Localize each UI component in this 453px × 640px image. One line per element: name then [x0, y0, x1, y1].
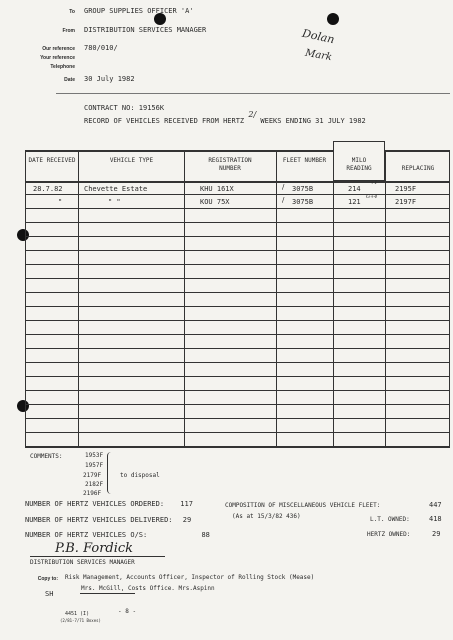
page-mark: - 8 - — [118, 608, 137, 615]
our-reference-label: Our reference — [42, 46, 75, 52]
row-line — [25, 348, 450, 349]
row1-check-mark: / — [282, 183, 285, 191]
form-code: 4451 (I) — [65, 611, 90, 617]
row2-registration: KOU 75X — [200, 198, 230, 206]
signature-underline — [30, 556, 165, 557]
row1-milo-note: +1 — [370, 180, 378, 186]
row2-check-mark: / — [282, 196, 285, 204]
to-value: GROUP SUPPLIES OFFICER 'A' — [84, 7, 194, 15]
record-line-text: RECORD OF VEHICLES RECEIVED FROM HERTZ — [84, 117, 245, 125]
comment-item: 2182F — [85, 481, 104, 488]
row-line — [25, 418, 450, 419]
handwritten-note-line1: Dolan — [301, 26, 336, 47]
record-line-insert: 2/ — [248, 110, 257, 119]
comments-label: COMMENTS: — [30, 453, 63, 460]
row2-replacing: 2197F — [395, 198, 417, 206]
outstanding-value: 88 — [201, 531, 210, 539]
comment-item: 1957F — [85, 462, 104, 469]
row2-date: " — [58, 198, 63, 206]
row2-fleet: 3075B — [292, 198, 314, 206]
our-reference-value: 780/010/ — [84, 44, 118, 52]
header-bottom-border — [25, 181, 450, 183]
from-label: From — [62, 28, 75, 34]
telephone-label: Telephone — [50, 64, 75, 70]
punch-hole-top-2 — [327, 13, 339, 25]
row1-milo: 214 — [348, 185, 361, 193]
date-label: Date — [64, 77, 75, 83]
row-line — [25, 264, 450, 265]
signatory-title: DISTRIBUTION SERVICES MANAGER — [30, 559, 135, 566]
lt-owned-value: 418 — [429, 515, 442, 523]
comments-brace — [107, 452, 114, 494]
row1-date: 28.7.82 — [33, 185, 63, 193]
row-line — [25, 362, 450, 363]
handwritten-note-line2: Mark — [304, 47, 333, 64]
table-bottom-border — [25, 446, 450, 448]
copy-initials: SH — [45, 590, 54, 598]
punch-hole-left-1 — [17, 229, 29, 241]
row-line — [25, 320, 450, 321]
row2-vehicle-type: " " — [108, 198, 121, 206]
header-vehicle-type: VEHICLE TYPE — [109, 157, 154, 164]
row-line — [25, 334, 450, 335]
delivered-value: 29 — [182, 516, 192, 524]
lt-owned-label: L.T. OWNED: — [370, 516, 410, 523]
outstanding-line — [25, 531, 210, 539]
row-line — [25, 306, 450, 307]
composition-sub: (As at 15/3/82 436) — [232, 513, 301, 520]
table-top-border — [25, 150, 450, 152]
row-line — [25, 208, 450, 209]
record-line — [84, 110, 366, 125]
comments-note: to disposal — [120, 472, 160, 479]
row-line — [25, 250, 450, 251]
delivered-line — [25, 516, 191, 524]
punch-hole-left-2 — [17, 400, 29, 412]
row-line — [25, 222, 450, 223]
header-rule — [56, 93, 450, 94]
copy-to-line1: Risk Management, Accounts Officer, Inspector of Rolling Stock (Mease) — [65, 574, 315, 581]
row-line — [25, 236, 450, 237]
delivered-label: NUMBER OF HERTZ VEHICLES DELIVERED: — [25, 516, 173, 524]
composition-value: 447 — [429, 501, 442, 509]
row1-registration: KHU 161X — [200, 185, 234, 193]
row1-replacing: 2195F — [395, 185, 417, 193]
row-line — [25, 432, 450, 433]
header-date-received: DATE RECEIVED — [28, 157, 76, 164]
ordered-line — [25, 500, 193, 508]
row-line — [25, 278, 450, 279]
comment-item: 2196F — [83, 490, 102, 497]
row1-fleet: 3075B — [292, 185, 314, 193]
ordered-value: 117 — [180, 500, 193, 508]
row-line — [25, 390, 450, 391]
date-value: 30 July 1982 — [84, 75, 135, 83]
copy-to-label: Copy to: — [37, 576, 58, 582]
row2-milo-note: G+4 — [366, 194, 378, 200]
row-line — [25, 292, 450, 293]
copy-to-line2-underline — [80, 593, 135, 594]
composition-label: COMPOSITION OF MISCELLANEOUS VEHICLE FLEET: — [225, 502, 381, 509]
header-milo-reading: MILO READING — [346, 157, 372, 172]
form-code-sub: (2/81-7/71 Boxes) — [60, 618, 101, 623]
copy-to-line2: Mrs. McGill, Costs Office. Mrs.Aspinn — [81, 585, 215, 592]
ordered-label: NUMBER OF HERTZ VEHICLES ORDERED: — [25, 500, 165, 508]
row-line — [25, 404, 450, 405]
header-registration-number: REGISTRATION NUMBER — [208, 157, 252, 172]
record-line-suffix: WEEKS ENDING 31 JULY 1982 — [260, 117, 366, 125]
to-label: To — [69, 9, 75, 15]
header-fleet-number: FLEET NUMBER — [282, 157, 327, 164]
contract-number: CONTRACT NO: 19156K — [84, 104, 165, 112]
comment-item: 1953F — [85, 452, 104, 459]
outstanding-label: NUMBER OF HERTZ VEHICLES O/S: — [25, 531, 148, 539]
from-value: DISTRIBUTION SERVICES MANAGER — [84, 26, 207, 34]
hertz-owned-label: HERTZ OWNED: — [367, 531, 411, 538]
header-replacing: REPLACING — [401, 165, 435, 172]
row-line — [25, 376, 450, 377]
your-reference-label: Your reference — [40, 55, 75, 61]
row-line — [25, 194, 450, 195]
row2-milo: 121 — [348, 198, 361, 206]
signature: P.B. Fordick — [55, 541, 134, 556]
comment-item: 2179F — [83, 472, 102, 479]
row1-vehicle-type: Chevette Estate — [84, 185, 148, 193]
hertz-owned-value: 29 — [432, 530, 441, 538]
